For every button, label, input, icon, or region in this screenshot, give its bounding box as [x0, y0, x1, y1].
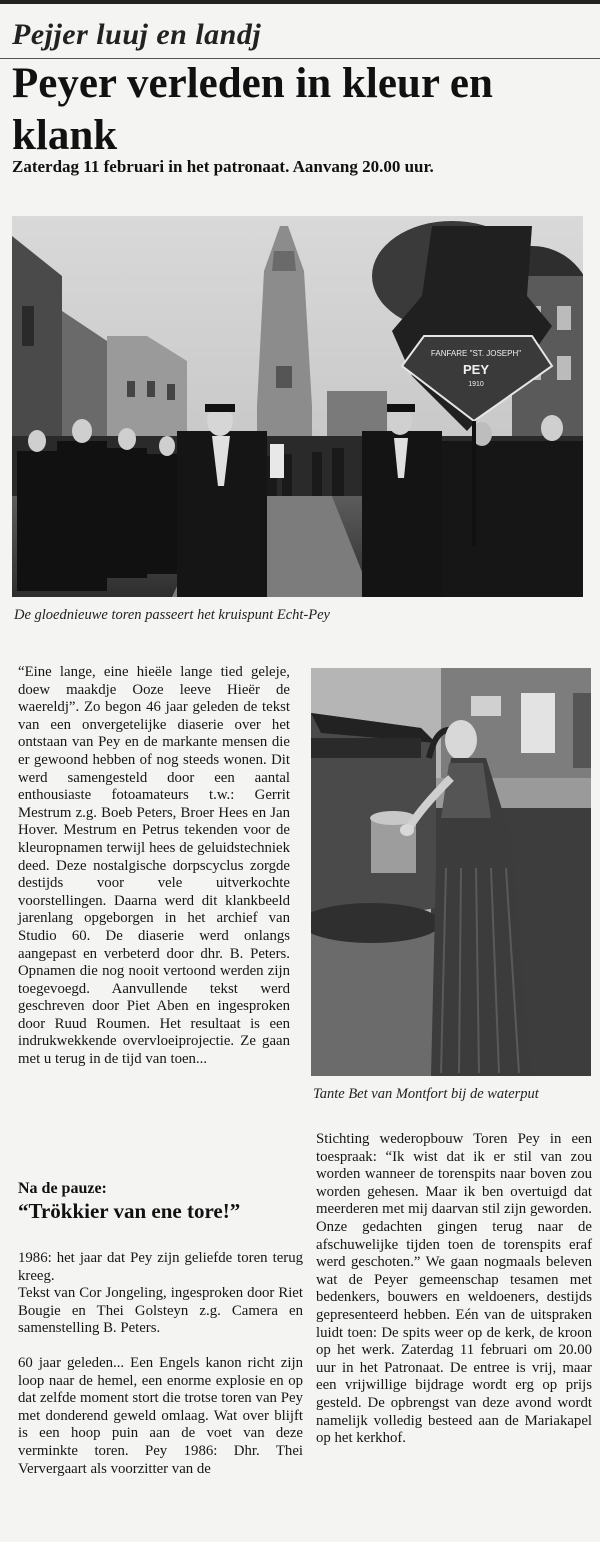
body-right-paragraph: Stichting wederopbouw Toren Pey in een toespraak: “Ik wist dat ik er stil van zou worden wanneer de torenspits naar boven zou worden gehesen. Maar ik ben overtuigd dat meerderen met mij daarvan stil zijn geworden. Onze gedachten gingen terug naar de afschuwelijke tijden toen de torenspits eraf werd geschoten.” We gaan nogmaals beleven wat de Peyer gemeenschap tesamen met bedenkers, bouwers en weldoeners, destijds gepresenteerd hebben. Eén van de uitspraken luidt toen: De spits weer op de kerk, de kroon op het werk. Zaterdag 11 februari om 20.00 uur in het Patronaat. De entree is vrij, maar een vrijwillige bijdrage wordt erg op prijs gesteld. De opbrengst van deze avond wordt namelijk volledig besteed aan de Mariakapel op het kerkhof. — [316, 1131, 592, 1447]
waterput-photo-caption: Tante Bet van Montfort bij de waterput — [313, 1086, 539, 1102]
article-subhead: Zaterdag 11 februari in het patronaat. Aanvang 20.00 uur. — [12, 157, 434, 176]
procession-photo — [12, 216, 583, 597]
waterput-photo — [311, 668, 591, 1076]
section-paragraph-1: 1986: het jaar dat Pey zijn geliefde toren terug kreeg. — [18, 1250, 303, 1284]
waterput-photo-image — [311, 668, 591, 1076]
body-right-column — [316, 1131, 592, 1448]
section-label: Na de pauze: — [18, 1180, 107, 1197]
body-intro — [18, 664, 290, 1069]
section-body — [18, 1250, 303, 1478]
paragraph-gap — [18, 1338, 303, 1355]
article-headline: Peyer verleden in kleur en klank — [12, 60, 493, 159]
procession-photo-image — [12, 216, 583, 597]
banner-text-fanfare: FANFARE "ST. JOSEPH" — [430, 349, 522, 358]
procession-photo-caption: De gloednieuwe toren passeert het kruispunt Echt-Pey — [14, 607, 330, 623]
banner-text-year: 1910 — [468, 381, 484, 388]
body-intro-paragraph: “Eine lange, eine hieële lange tied geleje, doew maakdje Ooze leeve Hieër de waereldj”. Zo begon 46 jaar geleden de tekst van een onvergetelijke diaserie over het ontstaan van Pey en de markante mensen die er gewoond hebben of nog steeds wonen. Dit werd samengesteld door een aantal enthousiaste fotoamateurs t.w.: Gerrit Mestrum z.g. Boeb Peters, Broer Hees en Jan Hover. Mestrum en Petrus tekenden voor de kleuropnamen terwijl hees de geluidstechniek deed. Deze nostalgische dorpscyclus zorgde destijds voor vele uitverkochte voorstellingen. Daarna werd dit klankbeeld jarenlang opgeborgen in het archief van Studio 60. De diaserie werd onlangs aangepast en verbeterd door dhr. B. Peters. Opnamen die nog nooit vertoond werden zijn toegevoegd. Aanvullende tekst werd geschreven door Piet Aben en ingesproken door Ruud Roumen. Het resultaat is een indrukwekkende overvloeiprojectie. Ze gaan met u terug in de tijd van toen... — [18, 664, 290, 1068]
banner-text-pey: PEY — [462, 362, 490, 377]
section-paragraph-2: Tekst van Cor Jongeling, ingesproken door Riet Bougie en Thei Golsteyn z.g. Camera en samenstelling B. Peters. — [18, 1285, 303, 1337]
section-title: “Trökkier van ene tore!” — [18, 1199, 241, 1223]
section-paragraph-3: 60 jaar geleden... Een Engels kanon richt zijn loop naar de hemel, een enorme explosie en op dat zelfde moment stort die trotse toren van Pey met donderend geweld omlaag. Wat over blijft is een hoop puin aan de voet van deze verminkte toren. Pey 1986: Dhr. Thei Ververgaart als voorzitter van de — [18, 1354, 303, 1477]
top-rule — [0, 0, 600, 4]
section-kicker: Pejjer luuj en landj — [12, 18, 262, 51]
